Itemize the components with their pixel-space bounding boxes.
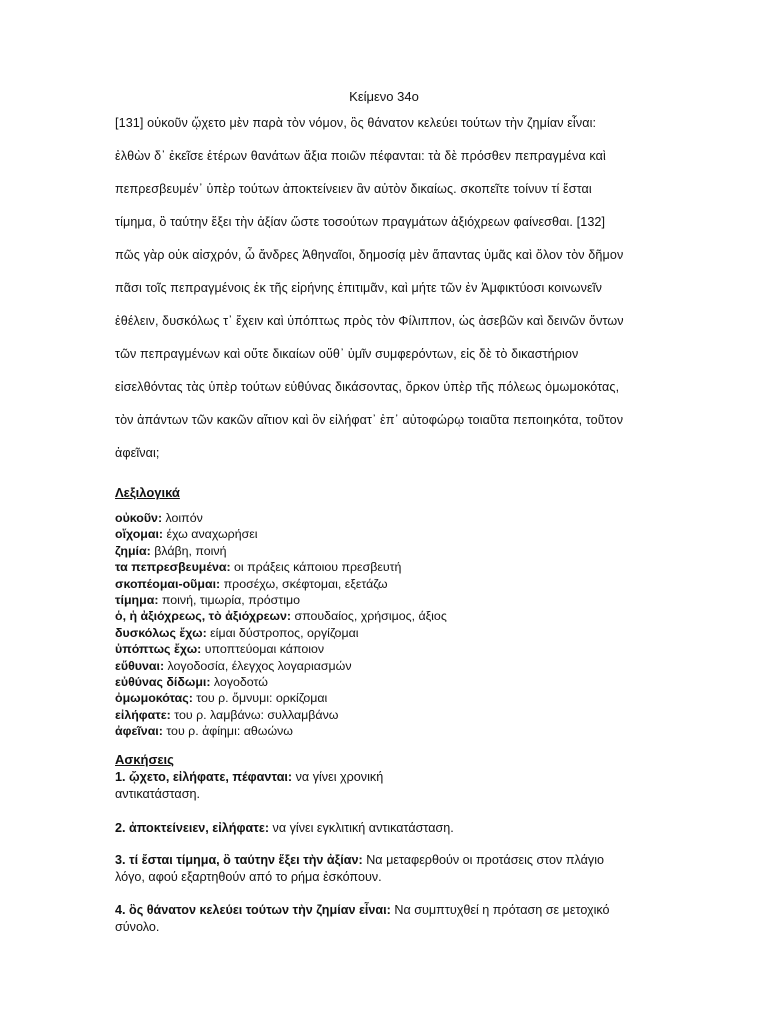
- vocabulary-item: [115, 690, 675, 706]
- exercises-heading: Ασκήσεις: [115, 752, 174, 767]
- vocabulary-item: [115, 674, 675, 690]
- vocabulary-term: δυσκόλως ἔχω:: [115, 625, 207, 640]
- vocabulary-item: [115, 592, 675, 608]
- vocabulary-definition: βλάβη, ποινή: [150, 543, 227, 558]
- passage-line: εἰσελθόντας τὰς ὑπὲρ τούτων εὐθύνας δικάσοντας, ὅρκον ὑπὲρ τῆς πόλεως ὀμωμοκότας,: [115, 380, 620, 394]
- vocabulary-term: εὔθυναι:: [115, 658, 165, 673]
- exercise-text: να γίνει χρονική: [292, 770, 384, 784]
- vocabulary-term: ἀφεῖναι:: [115, 724, 163, 739]
- vocabulary-item: [115, 641, 675, 657]
- vocabulary-item: [115, 625, 675, 641]
- vocabulary-definition: έχω αναχωρήσει: [163, 527, 258, 542]
- vocabulary-term: τα πεπρεσβευμένα:: [115, 560, 231, 575]
- passage-line: ἀφεῖναι;: [115, 446, 160, 460]
- exercise-label: 4. ὃς θάνατον κελεύει τούτων τὴν ζημίαν εἶναι:: [115, 903, 391, 917]
- vocabulary-term: οἴχομαι:: [115, 527, 164, 542]
- exercise-item: [115, 852, 675, 886]
- vocabulary-item: [115, 510, 675, 526]
- vocabulary-term: ὁ, ἡ ἀξιόχρεως, τὸ ἀξιόχρεων:: [115, 609, 292, 624]
- passage-line: τὸν ἁπάντων τῶν κακῶν αἴτιον καὶ ὃν εἰλήφατ᾽ ἐπ᾽ αὐτοφώρῳ τοιαῦτα πεποιηκότα, τοῦτον: [115, 413, 624, 427]
- vocabulary-item: [115, 658, 675, 674]
- vocabulary-term: εὐθύνας δίδωμι:: [115, 674, 211, 689]
- passage-line: πεπρεσβευμέν᾽ ὑπὲρ τούτων ἀποκτείνειεν ἂν αὐτὸν δικαίως. σκοπεῖτε τοίνυν τί ἔσται: [115, 182, 592, 196]
- vocabulary-item: [115, 707, 675, 723]
- exercise-line: [115, 902, 675, 919]
- vocabulary-term: ὑπόπτως ἔχω:: [115, 642, 202, 657]
- passage-line: πᾶσι τοῖς πεπραγμένοις ἐκ τῆς εἰρήνης ἐπιτιμᾶν, καὶ μήτε τῶν ἐν Ἀμφικτύοσι κοινωνεῖν: [115, 281, 603, 295]
- exercise-line: [115, 769, 675, 786]
- passage-line: ἐθέλειν, δυσκόλως τ᾽ ἔχειν καὶ ὑπόπτως πρὸς τὸν Φίλιππον, ὡς ἀσεβῶν καὶ δεινῶν ὄντων: [115, 314, 624, 328]
- exercise-line: [115, 820, 675, 837]
- exercise-line: [115, 852, 675, 869]
- page-title: Κείμενο 34ο: [349, 89, 419, 104]
- exercise-item: [115, 902, 675, 936]
- vocabulary-item: [115, 723, 675, 739]
- passage-line: πῶς γὰρ οὐκ αἰσχρόν, ὦ ἄνδρες Ἀθηναῖοι, δημοσίᾳ μὲν ἅπαντας ὑμᾶς καὶ ὅλον τὸν δῆμον: [115, 248, 624, 262]
- vocabulary-definition: προσέχω, σκέφτομαι, εξετάζω: [220, 576, 388, 591]
- vocabulary-item: [115, 576, 675, 592]
- vocabulary-definition: ποινή, τιμωρία, πρόστιμο: [158, 592, 301, 607]
- vocabulary-definition: είμαι δύστροπος, οργίζομαι: [206, 625, 359, 640]
- vocabulary-item: [115, 526, 675, 542]
- passage-line: [131] οὐκοῦν ᾤχετο μὲν παρὰ τὸν νόμον, ὃς θάνατον κελεύει τούτων τὴν ζημίαν εἶναι:: [115, 116, 597, 130]
- vocabulary-definition: λογοδοσία, έλεγχος λογαριασμών: [164, 658, 352, 673]
- exercise-item: [115, 820, 675, 837]
- vocabulary-definition: σπουδαίος, χρήσιμος, άξιος: [291, 609, 447, 624]
- passage-line: τίμημα, ὃ ταύτην ἕξει τὴν ἀξίαν ὥστε τοσούτων πραγμάτων ἀξιόχρεων φαίνεσθαι. [132]: [115, 215, 606, 229]
- exercise-text: Να συμπτυχθεί η πρόταση σε μετοχικό: [390, 903, 610, 917]
- passage-line: τῶν πεπραγμένων καὶ οὔτε δικαίων οὔθ᾽ ὑμῖν συμφερόντων, εἰς δὲ τὸ δικαστήριον: [115, 347, 579, 361]
- vocabulary-item: [115, 608, 675, 624]
- vocabulary-term: τίμημα:: [115, 592, 159, 607]
- vocabulary-term: ζημία:: [115, 543, 151, 558]
- vocabulary-definition: του ρ. ἀφίημι: αθωώνω: [162, 724, 293, 739]
- exercise-text: να γίνει εγκλιτική αντικατάσταση.: [269, 821, 454, 835]
- vocabulary-definition: λογοδοτώ: [210, 674, 268, 689]
- vocabulary-definition: υποπτεύομαι κάποιον: [201, 642, 325, 657]
- vocabulary-item: [115, 559, 675, 575]
- vocabulary-definition: του ρ. ὄμνυμι: ορκίζομαι: [192, 691, 328, 706]
- vocabulary-item: [115, 543, 675, 559]
- vocabulary-definition: οι πράξεις κάποιου πρεσβευτή: [230, 560, 402, 575]
- vocabulary-term: οὐκοῦν:: [115, 511, 163, 525]
- exercise-line: σύνολο.: [115, 920, 160, 934]
- exercise-label: 2. ἀποκτείνειεν, εἰλήφατε:: [115, 821, 270, 835]
- exercise-line: αντικατάσταση.: [115, 787, 200, 801]
- vocabulary-term: εἰλήφατε:: [115, 707, 171, 722]
- vocabulary-list: [115, 510, 675, 739]
- vocabulary-term: ὀμωμοκότας:: [115, 691, 193, 706]
- exercise-text: Να μεταφερθούν οι προτάσεις στον πλάγιο: [362, 853, 605, 867]
- exercise-label: 1. ᾤχετο, εἰλήφατε, πέφανται:: [115, 770, 293, 784]
- passage-line: ἐλθὼν δ᾽ ἐκεῖσε ἑτέρων θανάτων ἄξια ποιῶν πέφανται: τὰ δὲ πρόσθεν πεπραγμένα καὶ: [115, 149, 606, 163]
- vocabulary-heading: Λεξιλογικά: [115, 485, 180, 500]
- vocabulary-definition: λοιπόν: [162, 511, 203, 525]
- vocabulary-definition: του ρ. λαμβάνω: συλλαμβάνω: [170, 707, 339, 722]
- exercise-line: λόγο, αφού εξαρτηθούν από το ρήμα ἐσκόπουν.: [115, 870, 382, 884]
- vocabulary-term: σκοπέομαι-οῦμαι:: [115, 576, 221, 591]
- exercise-label: 3. τί ἔσται τίμημα, ὃ ταύτην ἕξει τὴν ἀξίαν:: [115, 853, 363, 867]
- exercise-item: [115, 769, 675, 803]
